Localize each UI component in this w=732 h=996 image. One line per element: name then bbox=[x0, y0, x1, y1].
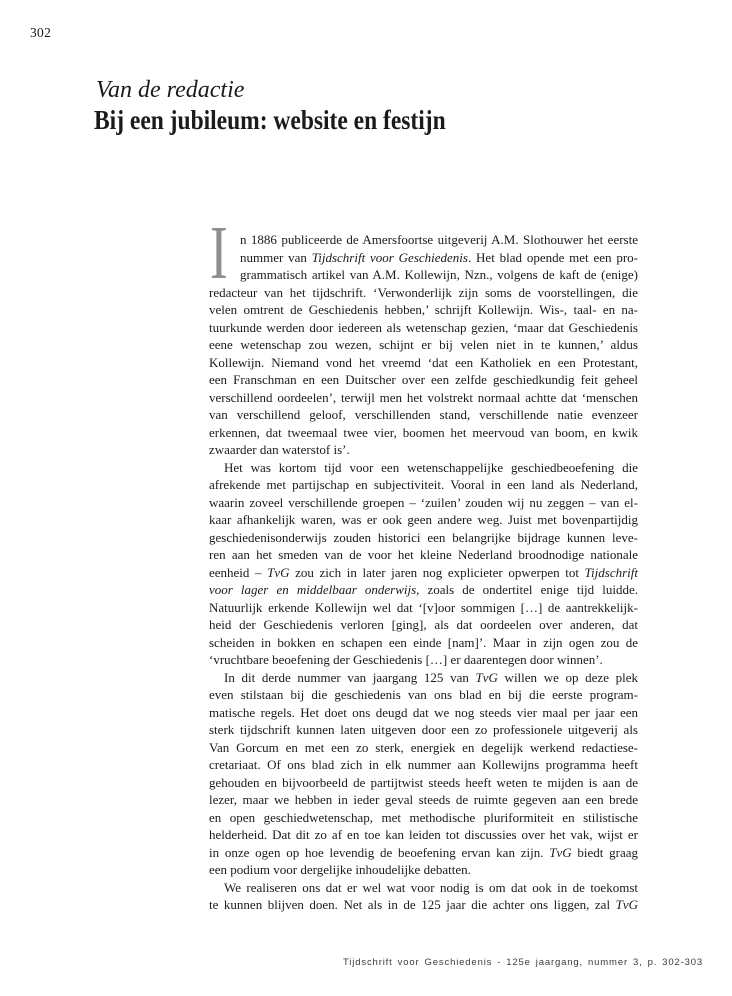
text-line: ‘vruchtbare beoefening der Geschiedenis […] er daarentegen door winnen’. bbox=[209, 652, 603, 667]
text-line: eene wetenschap zou wezen, schijnt er bij velen niet in te kunnen,’ aldus bbox=[209, 337, 638, 352]
text-line: tuurkunde werden door iedereen als wetenschap gezien, ‘maar dat Geschiedenis bbox=[209, 319, 638, 335]
text-line: in onze ogen op hoe levendig de beoefening ervan kan zijn. TvG biedt graag bbox=[209, 844, 638, 860]
text-line: Kollewijn. Niemand vond het vreemd ‘dat een Katholiek en een Protestant, bbox=[209, 354, 638, 370]
text-line: een podium voor dergelijke inhoudelijke debatten. bbox=[209, 862, 471, 877]
text-line: een Franschman en een Duitscher over een zelfde geschiedkundig feit geheel bbox=[209, 372, 638, 387]
text-line: en open geschiedwetenschap, met methodische pluriformiteit en stilistische bbox=[209, 809, 638, 825]
text-line: scheiden in bokken en schapen een einde [nam]’. Maar in zijn ogen zou de bbox=[209, 634, 638, 650]
text-line: redacteur van het tijdschrift. ‘Verwonderlijk zijn soms de voorstellingen, die bbox=[209, 284, 638, 300]
text-line: nummer van Tijdschrift voor Geschiedenis. Het blad opende met een pro- bbox=[240, 249, 638, 265]
text-line: cretariaat. Of ons blad zich in elk nummer aan Kollewijns programma heeft bbox=[209, 757, 638, 772]
section-kicker: Van de redactie bbox=[96, 77, 245, 103]
text-line: van verschillend geloof, verschillenden stand, verschillende natie evenzeer bbox=[209, 407, 638, 422]
text-line: kaar afhankelijk waren, was er ook geen andere weg. Juist met bovenpartijdig bbox=[209, 512, 638, 527]
article-title: Bij een jubileum: website en festijn bbox=[94, 105, 446, 135]
article-text bbox=[209, 231, 638, 914]
text-line: verschillend oordeelen’, terwijl men het volstrekt normaal achtte dat ‘menschen bbox=[209, 389, 638, 405]
text-line: waarin zoveel verschillende groepen – ‘zuilen’ zouden wij nu zeggen – van el- bbox=[209, 494, 638, 510]
text-line: Natuurlijk erkende Kollewijn wel dat ‘[v]oor sommigen […] de aantrekkelijk- bbox=[209, 599, 638, 615]
journal-footer: Tijdschrift voor Geschiedenis - 125e jaargang, nummer 3, p. 302-303 bbox=[343, 957, 703, 968]
page-number: 302 bbox=[30, 25, 52, 40]
text-line: voor lager en middelbaar onderwijs, zoals de ondertitel enige tijd luidde. bbox=[209, 582, 639, 597]
text-line: Het was kortom tijd voor een wetenschappelijke geschiedbeoefening die bbox=[224, 459, 638, 475]
text-line: geschiedenisonderwijs zouden historici een belangrijke bijdrage kunnen leve- bbox=[209, 529, 638, 545]
text-line: sterk tijdschrift kunnen laten uitgeven door een zo professionele uitgeverij als bbox=[209, 722, 638, 737]
text-line: In dit derde nummer van jaargang 125 van TvG willen we op deze plek bbox=[224, 669, 639, 685]
text-line: grammatisch artikel van A.M. Kollewijn, Nzn., volgens de kaft de (enige) bbox=[240, 267, 638, 282]
article-body bbox=[209, 211, 639, 914]
drop-cap: I bbox=[210, 211, 228, 295]
text-line: Van Gorcum en met een zo sterk, energiek en degelijk werkend redactiese- bbox=[209, 739, 638, 755]
text-line: heid der Geschiedenis verloren [ging], als dat oordeelen over anderen, dat bbox=[209, 617, 638, 632]
text-line: afrekende met partijschap en subjectiviteit. Vooral in een land als Nederland, bbox=[209, 477, 638, 492]
text-line: gehouden en bijvoorbeeld de partijtwist steeds heeft weten te mijden is aan de bbox=[209, 774, 638, 790]
text-line: matische regels. Het doet ons deugd dat we nog steeds vier maal per jaar een bbox=[209, 704, 638, 720]
text-line: erkennen, dat tweemaal twee vier, boomen het meervoud van boom, en kwik bbox=[209, 424, 638, 440]
text-line: We realiseren ons dat er wel wat voor nodig is om dat ook in de toekomst bbox=[224, 879, 638, 895]
text-line: zwaarder dan waterstof is’. bbox=[209, 442, 350, 457]
text-line: te kunnen blijven doen. Net als in de 125 jaar die achter ons liggen, zal TvG bbox=[209, 897, 638, 912]
text-line: even stilstaan bij die geschiedenis van ons blad en bij die eerste program- bbox=[209, 687, 638, 702]
text-line: ren aan het smeden van de voor het kleine Nederland broodnodige nationale bbox=[209, 547, 638, 562]
text-line: velen omtrent de Geschiedenis hebben,’ schrijft Kollewijn. Wis-, taal- en na- bbox=[209, 302, 638, 317]
text-line: eenheid – TvG zou zich in later jaren nog explicieter opwerpen tot Tijdschrift bbox=[209, 564, 638, 580]
text-line: helderheid. Dat dit zo af en toe kan leiden tot discussies over het vak, wijst er bbox=[209, 827, 638, 842]
text-line: lezer, maar we hebben in ieder geval steeds de ruimte gegeven aan een brede bbox=[209, 792, 638, 807]
text-line: n 1886 publiceerde de Amersfoortse uitgeverij A.M. Slothouwer het eerste bbox=[240, 232, 638, 247]
